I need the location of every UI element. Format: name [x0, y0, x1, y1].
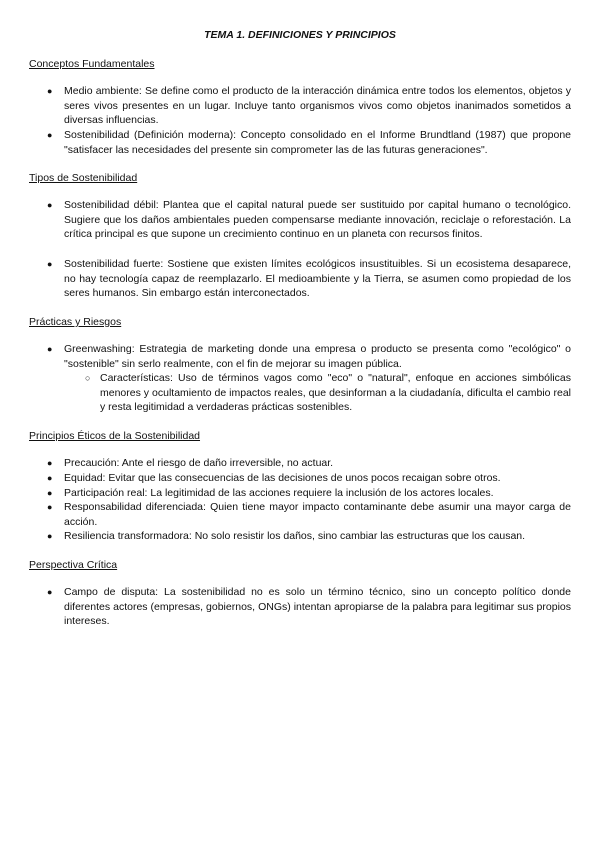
bullet-icon: ● [47, 200, 53, 210]
list-item: Campo de disputa: La sostenibilidad no es solo un término técnico, sino un concepto político donde diferentes actores (empresas, gobiernos, ONGs) intentan apropiarse de la palabra para legitimar sus propios intereses. [64, 586, 571, 628]
list-item: Sostenibilidad (Definición moderna): Concepto consolidado en el Informe Brundtland (1987) que propone "satisfacer las necesidades del presente sin comprometer las de las futuras generaciones". [64, 129, 571, 156]
section-heading-perspectiva: Perspectiva Crítica [29, 559, 118, 571]
list-item: Precaución: Ante el riesgo de daño irreversible, no actuar. [64, 457, 334, 469]
list-item: Equidad: Evitar que las consecuencias de las decisiones de unos pocos recaigan sobre otros. [64, 472, 501, 484]
section-heading-practicas: Prácticas y Riesgos [29, 316, 122, 328]
bullet-icon: ● [47, 86, 53, 96]
bullet-icon: ● [47, 259, 53, 269]
section-heading-conceptos: Conceptos Fundamentales [29, 58, 155, 70]
list-item: Sostenibilidad débil: Plantea que el capital natural puede ser sustituido por capital humano o tecnológico. Sugiere que los daños ambientales pueden compensarse mediante innovación, reciclaje o reforestación. La crítica principal es que supone un crecimiento continuo en un planeta con recursos finitos. [64, 199, 571, 241]
bullet-icon: ● [47, 473, 53, 483]
page-title: TEMA 1. DEFINICIONES Y PRINCIPIOS [204, 29, 396, 41]
bullet-icon: ● [47, 587, 53, 597]
bullet-icon: ● [47, 130, 53, 140]
list-item: Resiliencia transformadora: No solo resistir los daños, sino cambiar las estructuras que los causan. [64, 530, 526, 542]
section-heading-tipos: Tipos de Sostenibilidad [29, 172, 138, 184]
sub-list-item: Características: Uso de términos vagos como "eco" o "natural", enfoque en acciones simbólicas menores y ocultamiento de impactos reales, que desinforman a la ciudadanía, dificulta el cambio real y resta legitimidad a verdaderas prácticas sostenibles. [100, 372, 571, 414]
bullet-icon: ● [47, 502, 53, 512]
sub-bullet-icon: ○ [85, 373, 91, 383]
bullet-icon: ● [47, 531, 53, 541]
list-item: Sostenibilidad fuerte: Sostiene que existen límites ecológicos insustituibles. Si un ecosistema desaparece, no hay tecnología capaz de reemplazarlo. El medioambiente y la Tierra, se asumen como propiedad de los seres humanos. Sin embargo están interconectados. [64, 258, 571, 300]
bullet-icon: ● [47, 458, 53, 468]
list-item: Medio ambiente: Se define como el producto de la interacción dinámica entre todos los elementos, objetos y seres vivos presentes en un lugar. Incluye tanto organismos vivos como objetos inanimados sometidos a diversas influencias. [64, 85, 571, 127]
section-heading-principios: Principios Éticos de la Sostenibilidad [29, 430, 201, 442]
list-item: Participación real: La legitimidad de las acciones requiere la inclusión de los actores locales. [64, 487, 494, 499]
bullet-icon: ● [47, 344, 53, 354]
list-item: Responsabilidad diferenciada: Quien tiene mayor impacto contaminante debe asumir una mayor carga de acción. [64, 501, 571, 528]
list-item: Greenwashing: Estrategia de marketing donde una empresa o producto se presenta como "ecológico" o "sostenible" sin serlo realmente, con el fin de mejorar su imagen pública. [64, 343, 571, 370]
bullet-icon: ● [47, 488, 53, 498]
